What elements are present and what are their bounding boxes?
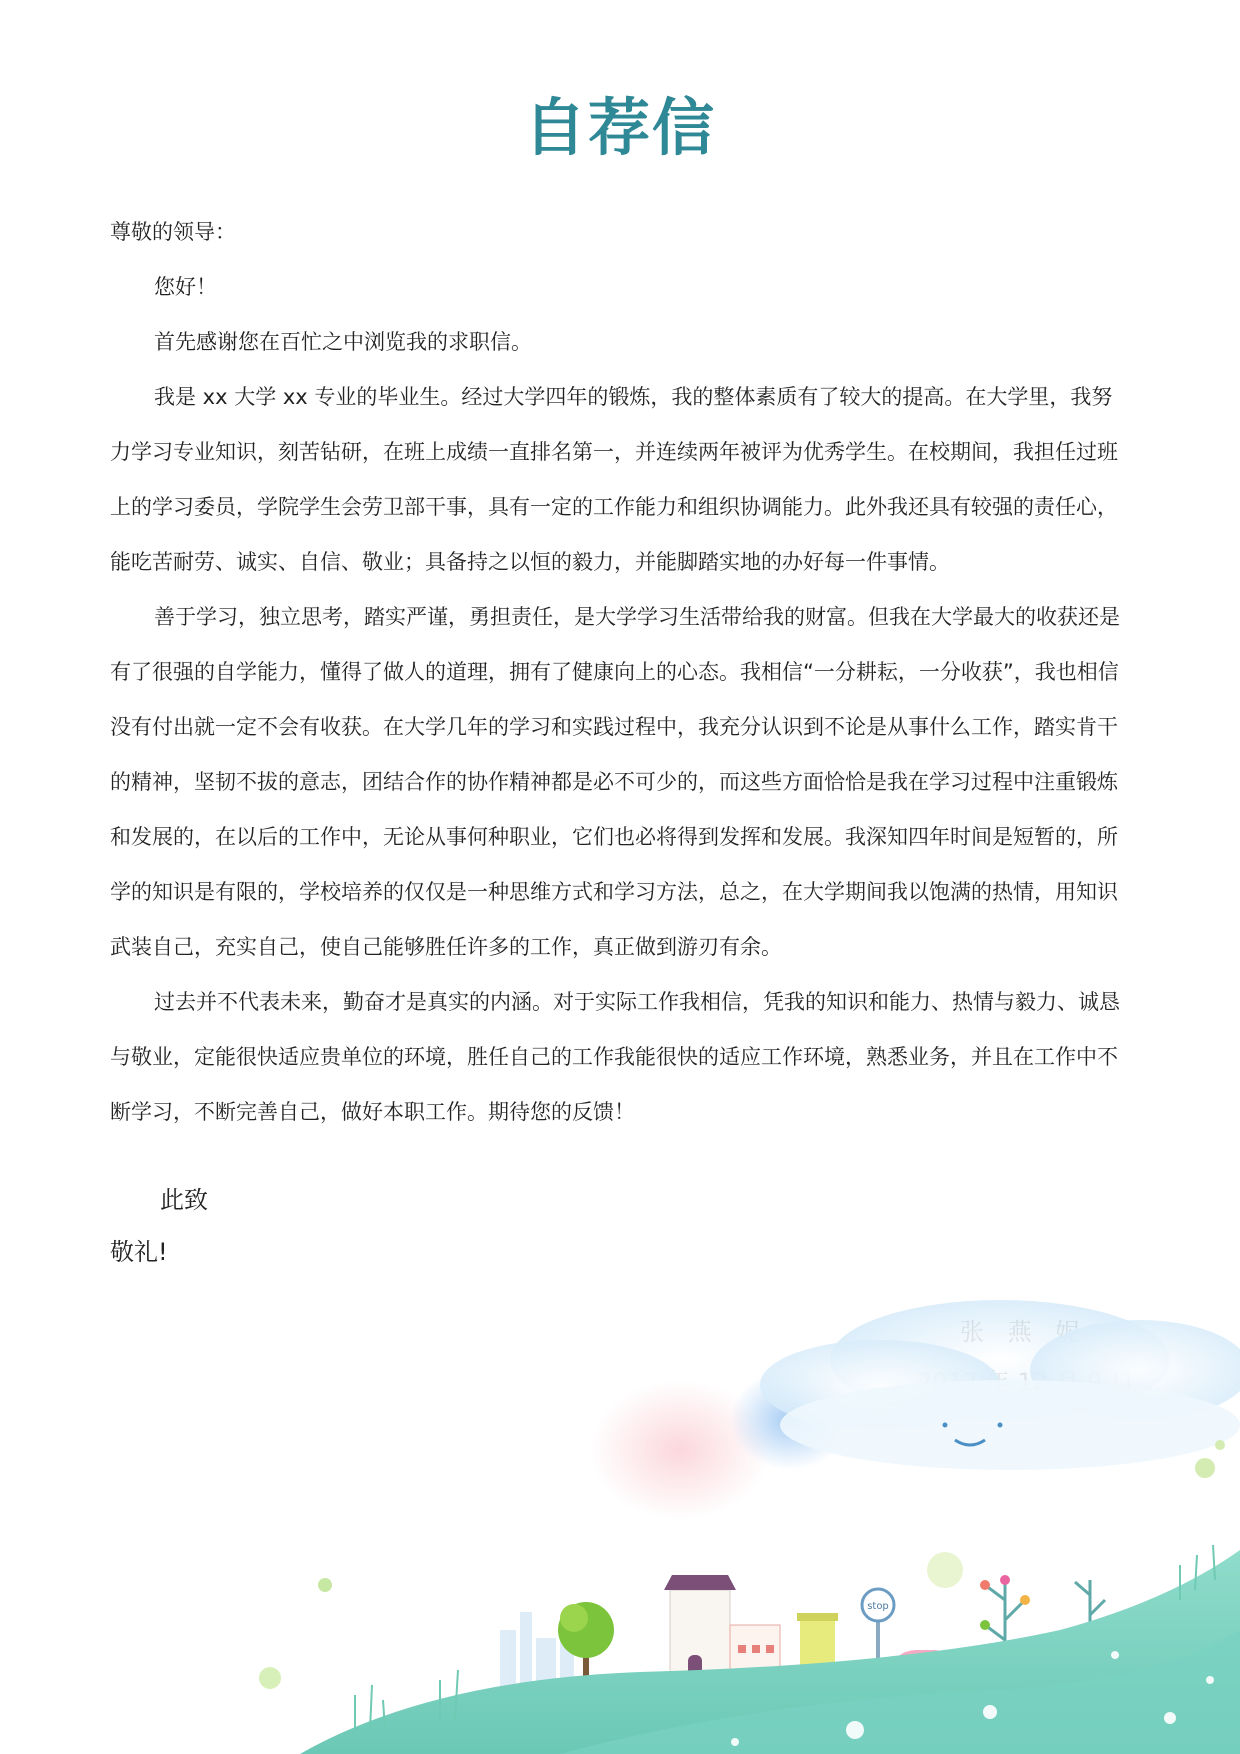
closing-cizhi: 此致 xyxy=(160,1186,208,1214)
bubble xyxy=(318,1578,332,1592)
paragraph-strengths: 善于学习，独立思考，踏实严谨，勇担责任，是大学学习生活带给我的财富。但我在大学最大的收获还是有了很强的自学能力，懂得了做人的道理，拥有了健康向上的心态。我相信“一分耕耘，一分收获”，我也相信没有付出就一定不会有收获。在大学几年的学习和实践过程中，我充分认识到不论是从事什么工作，踏实肯干的精神，坚韧不拔的意志，团结合作的协作精神都是必不可少的，而这些方面恰恰是我在学习过程中注重锻炼和发展的，在以后的工作中，无论从事何种职业，它们也必将得到发挥和发展。我深知四年时间是短暂的，所学的知识是有限的，学校培养的仅仅是一种思维方式和学习方法，总之，在大学期间我以饱满的热情，用知识武装自己，充实自己，使自己能够胜任许多的工作，真正做到游刃有余。 xyxy=(110,605,1120,959)
bubble xyxy=(1195,1458,1215,1478)
page-title: 自荐信 xyxy=(523,91,716,164)
letter-body xyxy=(110,205,1130,1140)
paragraph-thanks: 首先感谢您在百忙之中浏览我的求职信。 xyxy=(154,330,532,354)
cloud-icon xyxy=(760,1300,1240,1470)
bubble xyxy=(259,1667,281,1689)
paragraph-conclusion: 过去并不代表未来，勤奋才是真实的内涵。对于实际工作我相信，凭我的知识和能力、热情与毅力、诚恳与敬业，定能很快适应贵单位的环境，胜任自己的工作我能很快的适应工作环境，熟悉业务，并且在工作中不断学习，不断完善自己，做好本职工作。期待您的反馈！ xyxy=(110,990,1120,1124)
bubble xyxy=(1215,1440,1225,1450)
bubble xyxy=(927,1552,963,1588)
decorative-landscape-illustration xyxy=(0,1300,1240,1754)
salutation: 尊敬的领导： xyxy=(110,220,236,244)
paragraph-greeting: 您好！ xyxy=(154,275,217,299)
closing-jingli: 敬礼! xyxy=(110,1238,168,1266)
stop-sign-text: stop xyxy=(867,1601,889,1612)
paragraph-introduction: 我是 xx 大学 xx 专业的毕业生。经过大学四年的锻炼，我的整体素质有了较大的提高。在大学里，我努力学习专业知识，刻苦钻研，在班上成绩一直排名第一，并连续两年被评为优秀学生。在校期间，我担任过班上的学习委员，学院学生会劳卫部干事，具有一定的工作能力和组织协调能力。此外我还具有较强的责任心，能吃苦耐劳、诚实、自信、敬业；具备持之以恒的毅力，并能脚踏实地的办好每一件事情。 xyxy=(110,385,1118,574)
